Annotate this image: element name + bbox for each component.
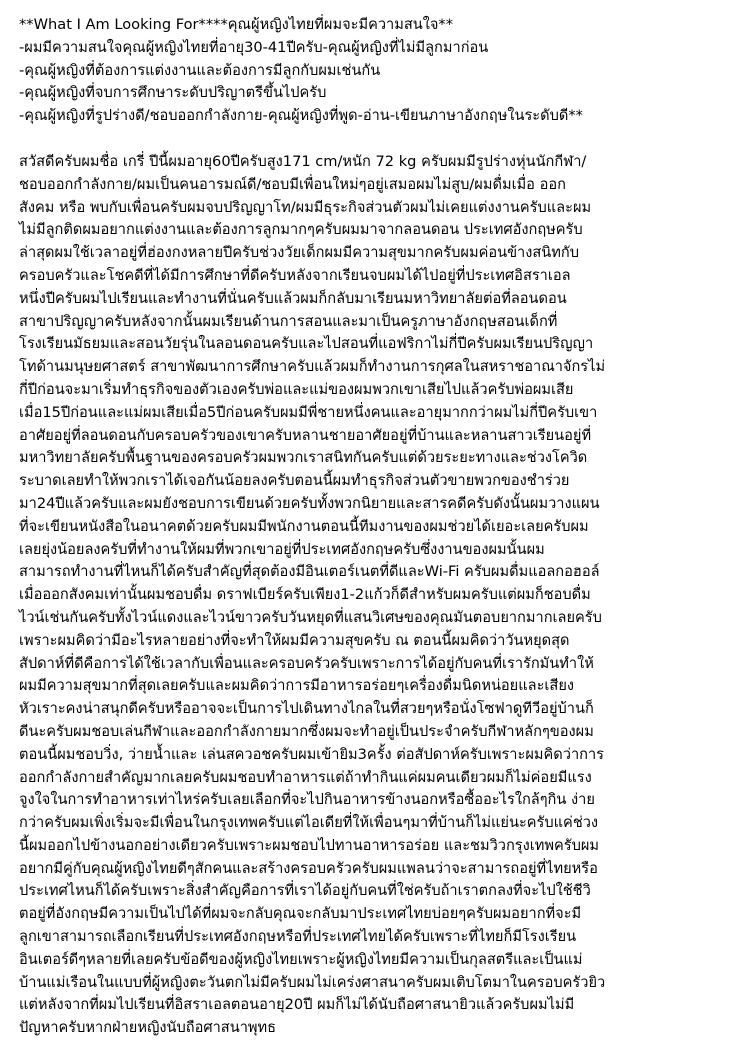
paragraph-line: เลยยุ่งน้อยลงครับที่ทำงานให้ผมที่พวกเขาอยู่ที่ประเทศอังกฤษครับซึ่งงานของผมนั้นผม [19,540,545,558]
paragraph-line: สวัสดีครับผมชื่อ เกรี่ ปีนี้ผมอายุ60ปีครับสูง171 cm/หนัก 72 kg ครับผมมีรูปร่างหุ่นนักกีฬา/ [19,152,587,170]
paragraph-line: เมื่อออกสังคมเท่านั้นผมชอบดื่ม ดราฟเบียร์ครับเพียง1-2แก้วก็ดีสำหรับผมครับแต่ผมก็ชอบดื่ม [19,586,591,604]
paragraph-line: บ้านแม่เรือนในแบบที่ผู้หญิงตะวันตกไม่มีครับผมไม่เคร่งศาสนาครับผมเติบโตมาในครอบครัวยิว [19,973,606,991]
paragraph-line: สามารถทำงานที่ไหนก็ได้ครับสำคัญที่สุดต้องมีอินเตอร์เนตที่ดีและWi-Fi ครับผมดื่มแอลกอฮอล์ [19,563,600,581]
paragraph-line: ไม่มีลูกติดผมอยากแต่งงานและต้องการลูกมากๆครับผมมาจากลอนดอน ประเทศอังกฤษครับ [19,221,583,239]
paragraph-line: จูงใจในการทำอาหารเท่าไหร่ครับเลยเลือกที่จะไปกินอาหารข้างนอกหรือซื้ออะไรใกล้ๆกิน ง่าย [19,791,595,809]
paragraph-line: เพราะผมคิดว่ามีอะไรหลายอย่างที่จะทำให้ผมมีความสุขครับ ณ ตอนนี้ผมคิดว่าวันหยุดสุด [19,631,570,649]
paragraph-line: โทด้านมนุษยศาสตร์ สาขาพัฒนาการศึกษาครับแล้วผมก็ทำงานการกุศลในสหราชอาณาจักรไม่ [19,358,606,376]
paragraph-line: แต่หลังจากที่ผมไปเรียนที่อิสราเอลตอนอายุ20ปี ผมก็ไม่ได้นับถือศาสนายิวแล้วครับผมไม่มี [19,996,575,1014]
paragraph-line: ดีนะครับผมชอบเล่นกีฬาและออกกำลังกายมากซึ่งผมจะทำอยู่เป็นประจำครับกีฬาหลักๆของผม [19,722,594,740]
paragraph-line: มหาวิทยาลัยครับพื้นฐานของครอบครัวผมพวกเราสนิทกันครับแต่ด้วยระยะทางและช่วงโควิด [19,449,588,467]
paragraph-line: ปัญหาครับหากฝ่ายหญิงนับถือศาสนาพุทธ [19,1019,277,1037]
paragraph-line: ไวน์เช่นกันครับทั้งไวน์แดงและไวน์ขาวครับวันหยุดที่แสนวิเศษของคุณมันตอบยากมากเลยครับ [19,608,602,626]
paragraph-line: ล่าสุดผมใช้เวลาอยู่ที่ฮ่องกงหลายปีครับช่วงวัยเด็กผมมีความสุขมากครับผมค่อนข้างสนิทกับ [19,244,579,262]
paragraph-line: ตอนนี้ผมชอบวิ่ง, ว่ายน้ำและ เล่นสควอชครับผมเข้ายิม3ครั้ง ต่อสัปดาห์ครับเพราะผมคิดว่าการ [19,745,605,763]
section-title: **What I Am Looking For****คุณผู้หญิงไทยที่ผมจะมีความสนใจ** [19,16,454,33]
paragraph-line: ครอบครัวและโชคดีที่ได้มีการศึกษาที่ดีครับหลังจากเรียนจบผมได้ไปอยู่ที่ประเทศอิสราเอล [19,266,571,284]
paragraph-spacer [19,128,719,151]
paragraph-line: สังคม หรือ พบกับเพื่อนครับผมจบปริญญาโท/ผมมีธุระกิจส่วนตัวผมไม่เคยแต่งงานครับและผม [19,198,592,216]
paragraph-line: ผมมีความสุขมากที่สุดเลยครับและผมคิดว่าการมีอาหารอร่อยๆเครื่องดื่มนิดหน่อยและเสียง [19,677,574,695]
requirement-item: -คุณผู้หญิงที่รูปร่างดี/ชอบออกกำลังกาย-คุณผู้หญิงที่พูด-อ่าน-เขียนภาษาอังกฤษในระดับดี** [19,107,583,125]
paragraph-line: ประเทศไหนก็ได้ครับเพราะสิ่งสำคัญคือการที่เราได้อยู่กับคนที่ใช่ครับถ้าเราตกลงที่จะไปใช้ชีวิ [19,882,591,900]
requirement-item: -ผมมีความสนใจคุณผู้หญิงไทยที่อายุ30-41ปีครับ-คุณผู้หญิงที่ไม่มีลูกมาก่อน [19,38,489,56]
paragraph-line: ลูกเขาสามารถเลือกเรียนที่ประเทศอังกฤษหรือที่ประเทศไทยได้ครับเพราะที่ไทยก็มีโรงเรียน [19,928,577,946]
paragraph-line: ชอบออกกำลังกาย/ผมเป็นคนอารมณ์ดี/ชอบมีเพื่อนใหม่ๆอยู่เสมอผมไม่สูบ/ผมดื่มเมื่อ ออก [19,175,566,193]
introduction-paragraph [19,151,719,1040]
paragraph-line: มา24ปีแล้วครับและผมยังชอบการเขียนด้วยครับทั้งพวกนิยายและสารคดีครับดังนั้นผมวางแผน [19,494,600,512]
paragraph-line: หนึ่งปีครับผมไปเรียนและทำงานที่นั่นครับแล้วผมก็กลับมาเรียนมหาวิทยาลัยต่อที่ลอนดอน [19,289,567,307]
paragraph-line: กี่ปีก่อนจะมาเริ่มทำธุรกิจของตัวเองครับพ่อและแม่ของผมพวกเขาเสียไปแล้วครับพ่อผมเสีย [19,380,574,398]
paragraph-line: อาศัยอยู่ที่ลอนดอนกับครอบครัวของเขาครับหลานชายอาศัยอยู่ที่บ้านและหลานสาวเรียนอยู่ที่ [19,426,592,444]
paragraph-line: สัปดาห์ที่ดีคือการได้ใช้เวลากับเพื่อนและครอบครัวครับเพราะการได้อยู่กับคนที่เรารักมันทำให้ [19,654,594,672]
paragraph-line: ตอยู่ที่อังกฤษมีความเป็นไปได้ที่ผมจะกลับคุณจะกลับมาประเทศไทยบ่อยๆครับผมอยากที่จะมี [19,905,582,923]
paragraph-line: เมื่อ15ปีก่อนและแม่ผมเสียเมื่อ5ปีก่อนครับผมมีพี่ชายหนึ่งคนและอายุมากกว่าผมไม่กี่ปีครับเขา [19,403,598,421]
paragraph-line: ระบาดเลยทำให้พวกเราได้เจอกันน้อยลงครับตอนนี้ผมทำธุรกิจส่วนตัวขายพวกของชำร่วย [19,472,570,490]
paragraph-line: กว่าครับผมเพิ่งเริ่มจะมีเพื่อนในกรุงเทพครับแต่ไอเดียที่ให้เพื่อนๆมาที่บ้านก็ไม่แย่นะครับแค่ช่วง [19,814,599,832]
requirement-item: -คุณผู้หญิงที่จบการศึกษาระดับปริญาตรีขึ้นไปครับ [19,84,327,102]
requirements-list [19,37,719,128]
paragraph-line: โรงเรียนมัธยมและสอนวัยรุ่นในลอนดอนครับและไปสอนที่แอฟริกาไม่กี่ปีครับผมเรียนปริญญา [19,335,594,353]
paragraph-line: อินเตอร์ดีๆหลายที่เลยครับข้อดีของผู้หญิงไทยเพราะผู้หญิงไทยมีความเป็นกุลสตรีและเป็นแม่ [19,950,583,968]
paragraph-line: ที่จะเขียนหนังสือในอนาคตด้วยครับผมมีพนักงานตอนนี้ทีมงานของผมช่วยได้เยอะเลยครับผม [19,517,589,535]
paragraph-line: หัวเราะคงน่าสนุกดีครับหรืออาจจะเป็นการไปเดินทางไกลในที่สวยๆหรือนั่งโซฟาดูทีวีอยู่บ้านก็ [19,700,594,718]
requirement-item: -คุณผู้หญิงที่ต้องการแต่งงานและต้องการมีลูกกับผมเช่นกัน [19,61,381,79]
paragraph-line: อยากมีคู่กับคุณผู้หญิงไทยดีๆสักคนและสร้างครอบครัวครับผมแพลนว่าจะสามารถอยู่ที่ไทยหรือ [19,859,598,877]
paragraph-line: นี้ผมออกไปข้างนอกอย่างเดียวครับเพราะผมชอบไปทานอาหารอร่อย และชมวิวกรุงเทพครับผม [19,836,600,854]
paragraph-line: ออกกำลังกายสำคัญมากเลยครับผมชอบทำอาหารแต่ถ้าทำกินแค่ผมคนเดียวผมก็ไม่ค่อยมีแรง [19,768,592,786]
paragraph-line: สาขาปริญญาครับหลังจากนั้นผมเรียนด้านการสอนและมาเป็นครูภาษาอังกฤษสอนเด็กที่ [19,312,558,330]
